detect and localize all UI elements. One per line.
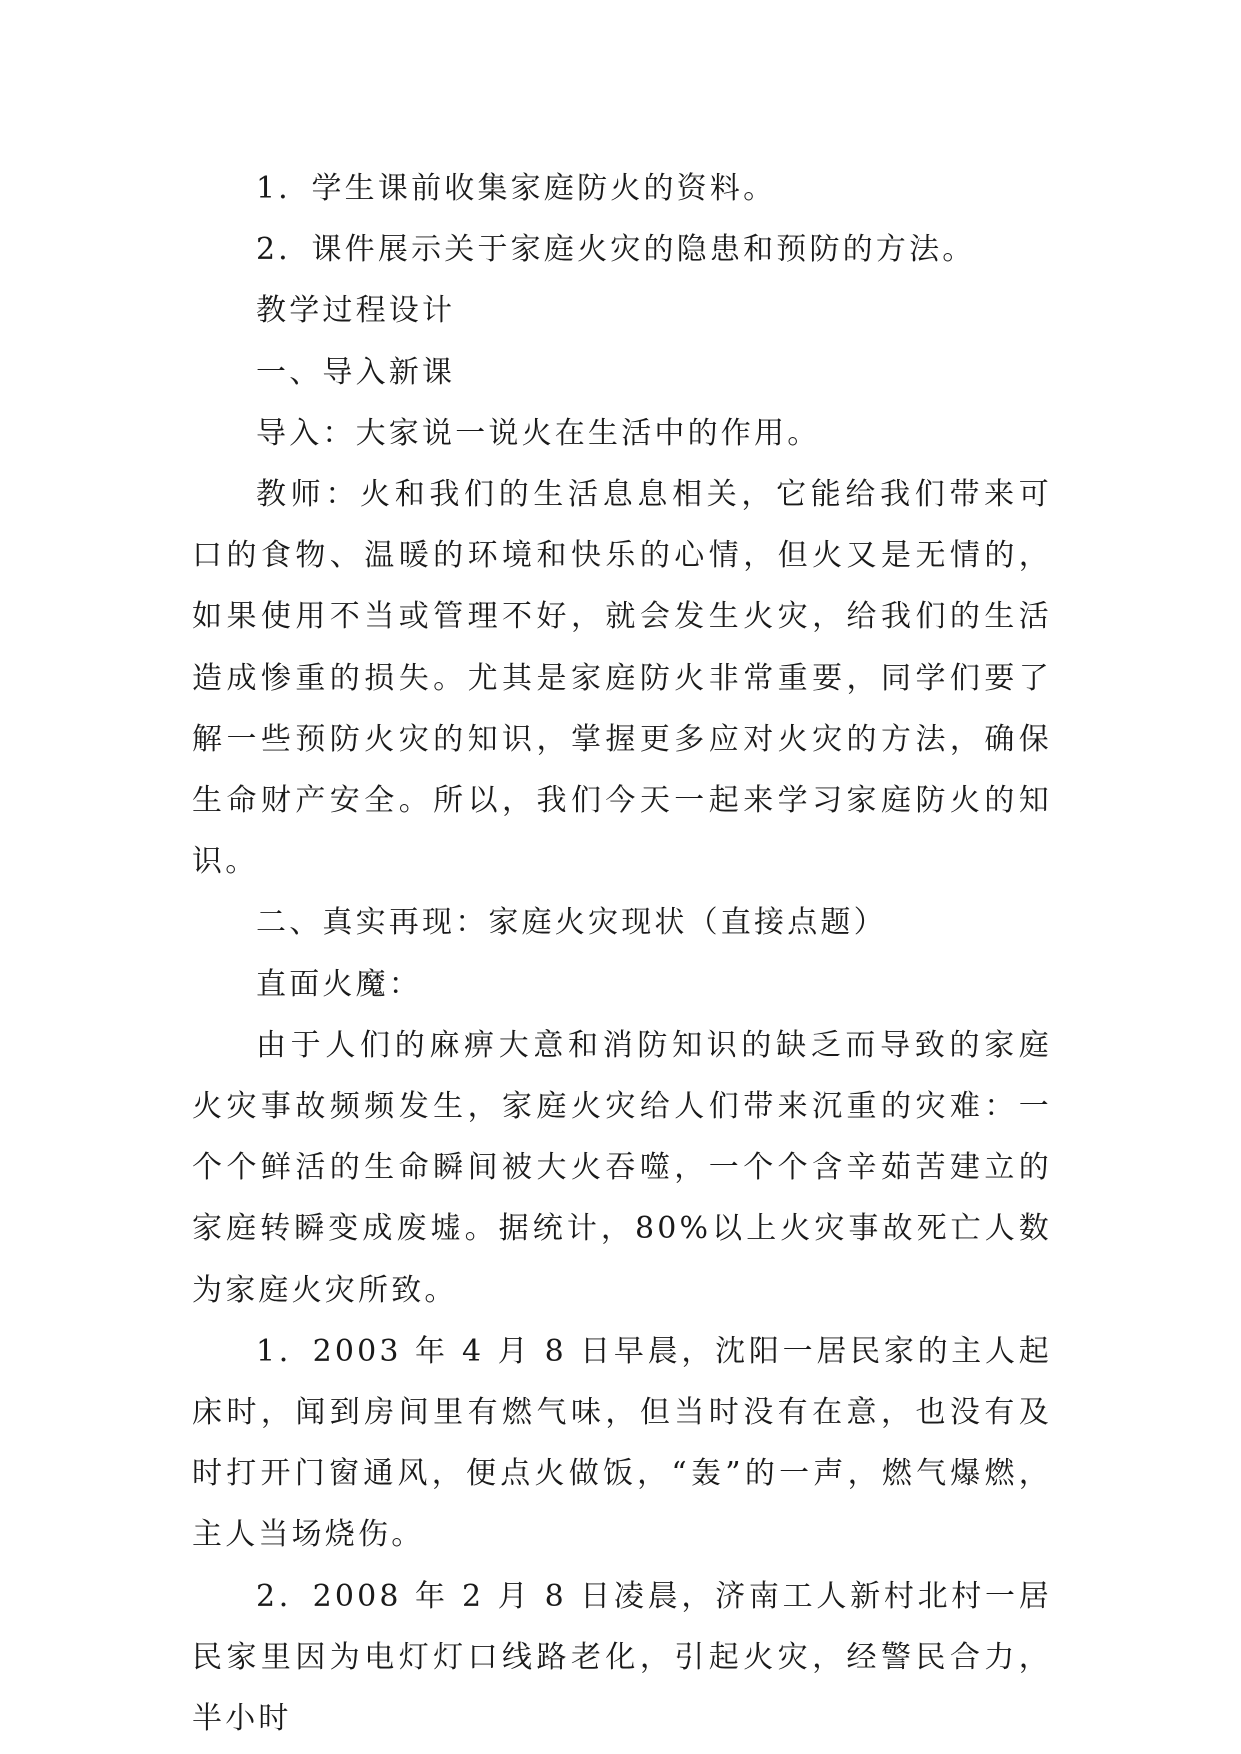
paragraph-intro: 导入：大家说一说火在生活中的作用。	[256, 415, 821, 451]
heading-section-1: 一、导入新课	[256, 354, 456, 390]
paragraph-case-1: 1．2003 年 4 月 8 日早晨，沈阳一居民家的主人起床时，闻到房间里有燃气味，但当时没有在意，也没有及时打开门窗通风，便点火做饭，“轰”的一声，燃气爆燃，主人当场烧伤。	[192, 1333, 1052, 1553]
document-body	[192, 158, 1052, 1749]
paragraph-statistics: 由于人们的麻痹大意和消防知识的缺乏而导致的家庭火灾事故频频发生，家庭火灾给人们带来沉重的灾难：一个个鲜活的生命瞬间被大火吞噬，一个个含辛茹苦建立的家庭转瞬变成废墟。据统计，80%以上火灾事故死亡人数为家庭火灾所致。	[192, 1027, 1052, 1308]
paragraph-teacher: 教师：火和我们的生活息息相关，它能给我们带来可口的食物、温暖的环境和快乐的心情，但火又是无情的，如果使用不当或管理不好，就会发生火灾，给我们的生活造成惨重的损失。尤其是家庭防火非常重要，同学们要了解一些预防火灾的知识，掌握更多应对火灾的方法，确保生命财产安全。所以，我们今天一起来学习家庭防火的知识。	[192, 477, 1052, 880]
heading-section-2: 二、真实再现：家庭火灾现状（直接点题）	[256, 905, 887, 941]
heading-teaching-process: 教学过程设计	[256, 293, 456, 329]
paragraph-face-fire: 直面火魔：	[256, 966, 422, 1002]
paragraph-prep-2: 2．课件展示关于家庭火灾的隐患和预防的方法。	[256, 232, 976, 268]
paragraph-prep-1: 1．学生课前收集家庭防火的资料。	[256, 171, 777, 206]
paragraph-case-2: 2．2008 年 2 月 8 日凌晨，济南工人新村北村一居民家里因为电灯灯口线路老化，引起火灾，经警民合力，半小时	[192, 1578, 1052, 1737]
